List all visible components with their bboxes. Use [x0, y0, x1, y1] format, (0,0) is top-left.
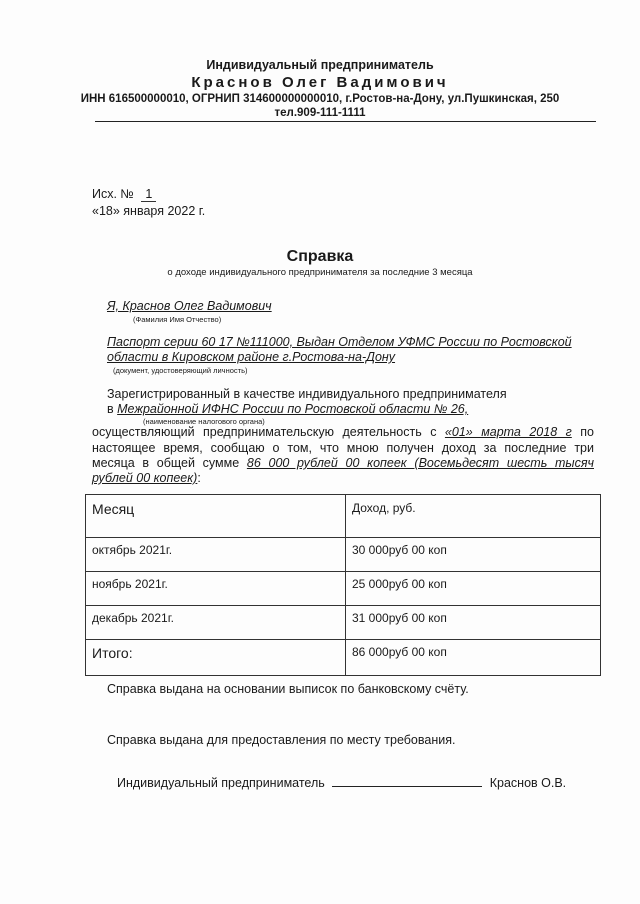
income-sum-line-end	[92, 471, 201, 485]
passport-line-2	[107, 350, 395, 364]
table-row	[86, 538, 601, 572]
table-cell-month: ноябрь 2021г.	[86, 572, 346, 606]
table-cell-income: 30 000руб 00 коп	[346, 538, 601, 572]
signature-blank	[332, 776, 482, 787]
activity-start-date: «01» марта 2018 г	[444, 425, 572, 439]
outgoing-number-value: 1	[141, 187, 156, 202]
activity-text: осуществляющий предпринимательскую деятельность с	[92, 425, 437, 439]
income-statement-line: настоящее время, сообщаю о том, что мною получен доход за последние три	[92, 441, 594, 455]
header-requisites: ИНН 616500000010, ОГРНИП 314600000000010, г.Ростов-на-Дону, ул.Пушкинская, 250	[80, 93, 560, 105]
header-entrepreneur-name: Краснов Олег Вадимович	[191, 74, 449, 91]
signature-label: Индивидуальный предприниматель	[117, 776, 325, 790]
income-table	[85, 494, 601, 676]
passport-value-1: Паспорт серии 60 17 №111000, Выдан Отделом УФМС России по Ростовской	[107, 335, 572, 349]
document-date: «18» января 2022 г.	[92, 204, 206, 218]
passport-caption: (документ, удостоверяющий личность)	[113, 366, 248, 375]
registration-line: Зарегистрированный в качестве индивидуального предпринимателя	[107, 387, 507, 401]
passport-line-1	[107, 335, 572, 349]
table-cell-month: декабрь 2021г.	[86, 606, 346, 640]
note-bank-statements: Справка выдана на основании выписок по банковскому счёту.	[107, 682, 469, 696]
full-name-value: Я, Краснов Олег Вадимович	[107, 299, 272, 313]
table-cell-month: октябрь 2021г.	[86, 538, 346, 572]
note-purpose: Справка выдана для предоставления по месту требования.	[107, 733, 456, 747]
table-cell-income: 25 000руб 00 коп	[346, 572, 601, 606]
tax-authority-caption: (наименование налогового органа)	[143, 417, 265, 426]
income-sum-line	[92, 456, 594, 470]
tax-authority-value: Межрайонной ИФНС России по Ростовской области № 26,	[117, 402, 469, 416]
table-header-row	[86, 495, 601, 538]
activity-text-end: по	[580, 425, 594, 439]
table-header-income: Доход, руб.	[346, 495, 601, 538]
outgoing-number	[92, 187, 156, 202]
full-name-caption: (Фамилия Имя Отчество)	[133, 315, 222, 324]
header-phone: тел.909-111-1111	[274, 107, 366, 119]
signature-name: Краснов О.В.	[489, 776, 567, 790]
income-sum-colon: :	[197, 471, 201, 485]
income-sum-value-end: рублей 00 копеек)	[92, 471, 198, 485]
table-row	[86, 606, 601, 640]
tax-authority-prefix: в	[107, 402, 114, 416]
table-row	[86, 572, 601, 606]
activity-line	[92, 425, 594, 439]
header-divider	[95, 121, 596, 122]
document-title: Справка	[286, 248, 354, 265]
income-sum-prefix: месяца в общей сумме	[92, 456, 240, 470]
full-name-line	[107, 299, 272, 313]
passport-value-2: области в Кировском районе г.Ростова-на-Дону	[107, 350, 396, 364]
table-total-row	[86, 640, 601, 676]
outgoing-number-label: Исх. №	[92, 187, 134, 201]
table-cell-income: 31 000руб 00 коп	[346, 606, 601, 640]
table-total-value: 86 000руб 00 коп	[346, 640, 601, 676]
table-total-label: Итого:	[86, 640, 346, 676]
header-entity-type: Индивидуальный предприниматель	[206, 58, 434, 72]
signature-line	[117, 776, 566, 790]
income-sum-value: 86 000 рублей 00 копеек (Восемьдесят шесть тысяч	[246, 456, 594, 470]
document-subtitle: о доходе индивидуального предпринимателя за последние 3 месяца	[167, 267, 473, 278]
table-header-month: Месяц	[86, 495, 346, 538]
tax-authority-line	[107, 402, 468, 416]
